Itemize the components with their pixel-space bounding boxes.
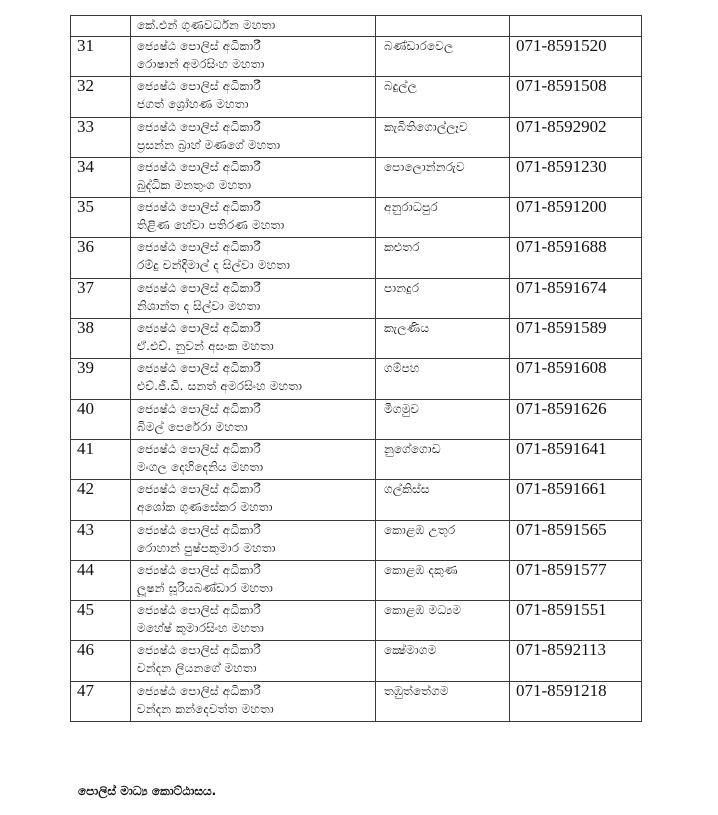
row-number: 34 [71,157,131,197]
station-name: කොළඹ උතුර [376,520,510,560]
phone-number: 071-8591589 [510,319,642,359]
table-row [71,238,642,278]
phone-number: 071-8591565 [510,520,642,560]
station-name: කැබිතිගොල්ලෑව [376,117,510,157]
table-row [71,157,642,197]
phone-number: 071-8591608 [510,359,642,399]
table-row [71,560,642,600]
row-number [71,16,131,37]
phone-number: 071-8592902 [510,117,642,157]
row-number: 39 [71,359,131,399]
phone-number: 071-8591577 [510,560,642,600]
officers-contact-table [70,15,642,722]
station-name: කොළඹ මධ්‍යම [376,601,510,641]
phone-number: 071-8591641 [510,439,642,479]
station-name: කළුතර [376,238,510,278]
station-name: පානදුර [376,278,510,318]
phone-number: 071-8591688 [510,238,642,278]
table-row [71,319,642,359]
officer-title: ජ්‍යෙෂ්ඨ පොලිස් අධිකාරී [137,79,261,94]
row-number: 40 [71,399,131,439]
officer-name: මහේෂ් කුමාරසිංහ මහතා [137,621,265,636]
phone-number: 071-8591674 [510,278,642,318]
officer-cell [131,601,376,641]
phone-number: 071-8592113 [510,641,642,681]
officer-title: ජ්‍යෙෂ්ඨ පොලිස් අධිකාරී [137,280,261,295]
officer-title: ජ්‍යෙෂ්ඨ පොලිස් අධිකාරී [137,119,261,134]
table-row [71,520,642,560]
officer-name: චන්දන ලියනගේ මහතා [137,661,257,676]
phone-number: 071-8591626 [510,399,642,439]
row-number: 31 [71,37,131,77]
officer-name: රොෂාන් අමරසිංහ මහතා [137,57,265,71]
phone-number: 071-8591661 [510,480,642,520]
table-row [71,439,642,479]
row-number: 33 [71,117,131,157]
table-row [71,399,642,439]
officer-name: රම්දු චන්දිමාල් ද සිල්වා මහතා [137,258,291,273]
officer-title: ජ්‍යෙෂ්ඨ පොලිස් අධිකාරී [137,240,261,255]
station-name [376,16,510,37]
row-number: 47 [71,681,131,721]
officer-name: ලූෂන් සූරියබණ්ඩාර මහතා [137,580,274,595]
station-name: නුගේගොඩ [376,439,510,479]
officer-title: ජ්‍යෙෂ්ඨ පොලිස් අධිකාරී [137,482,261,497]
officer-cell [131,117,376,157]
officer-name: කේ.එන් ගුණවර්ධන මහතා [131,16,376,37]
officer-title: ජ්‍යෙෂ්ඨ පොලිස් අධිකාරී [137,441,261,456]
phone-number: 071-8591508 [510,77,642,117]
station-name: කැලණිය [376,319,510,359]
station-name: ක්‍ෂේමාගම [376,641,510,681]
row-number: 46 [71,641,131,681]
phone-number: 071-8591218 [510,681,642,721]
officer-name: නිශාන්ත ද සිල්වා මහතා [137,298,261,313]
station-name: කොළඹ දකුණ [376,560,510,600]
station-name: අනුරාධපුර [376,198,510,238]
table-row [71,117,642,157]
officer-title: ජ්‍යෙෂ්ඨ පොලිස් අධිකාරී [137,361,261,376]
officer-cell [131,560,376,600]
officer-name: ජගත් ශ්‍රෝහණ මහතා [137,97,249,112]
table-row [71,37,642,77]
station-name: බණ්ඩාරවෙල [376,37,510,77]
row-number: 44 [71,560,131,600]
phone-number: 071-8591200 [510,198,642,238]
officer-cell [131,359,376,399]
table-row [71,77,642,117]
officer-title: ජ්‍යෙෂ්ඨ පොලිස් අධිකාරී [137,159,261,174]
officer-cell [131,681,376,721]
officer-title: ජ්‍යෙෂ්ඨ පොලිස් අධිකාරී [137,603,261,618]
row-number: 42 [71,480,131,520]
officer-cell [131,77,376,117]
officer-name: ඒ.එච්. නුවන් අසංක මහතා [137,339,274,354]
row-number: 36 [71,238,131,278]
officer-cell [131,278,376,318]
row-number: 32 [71,77,131,117]
officer-title: ජ්‍යෙෂ්ඨ පොලිස් අධිකාරී [137,522,261,537]
officer-name: බිමල් පෙරේරා මහතා [137,419,248,434]
station-name: ගම්පහ [376,359,510,399]
officer-cell [131,520,376,560]
footer-signature: පොලිස් මාධ්‍ය කොට්ඨාසය. [78,784,217,798]
officer-name: බුද්ධික මනතුංග මහතා [137,177,252,192]
officer-name: මංගල දෙහිදෙනිය මහතා [137,459,264,474]
officer-title: ජ්‍යෙෂ්ඨ පොලිස් අධිකාරී [137,562,261,577]
phone-number: 071-8591551 [510,601,642,641]
row-number: 38 [71,319,131,359]
row-number: 37 [71,278,131,318]
row-number: 35 [71,198,131,238]
table-row [71,359,642,399]
table-row [71,480,642,520]
table-row [71,198,642,238]
station-name: ගල්කිස්ස [376,480,510,520]
officer-name: රොහාන් පුෂ්පකුමාර මහතා [137,540,276,555]
officer-title: ජ්‍යෙෂ්ඨ පොලිස් අධිකාරී [137,200,261,215]
officer-title: ජ්‍යෙෂ්ඨ පොලිස් අධිකාරී [137,643,261,658]
officer-cell [131,641,376,681]
officer-cell [131,238,376,278]
officer-title: ජ්‍යෙෂ්ඨ පොලිස් අධිකාරී [137,321,261,336]
station-name: බදුල්ල [376,77,510,117]
officer-cell [131,198,376,238]
officer-name: ප්‍රසන්න බ්‍රාහ් මණගේ මහතා [137,137,281,152]
officer-title: ජ්‍යෙෂ්ඨ පොලිස් අධිකාරී [137,401,261,416]
phone-number [510,16,642,37]
officer-cell [131,319,376,359]
officer-cell [131,157,376,197]
row-number: 43 [71,520,131,560]
officer-cell [131,37,376,77]
table-row [71,278,642,318]
station-name: පොලොන්නරුව [376,157,510,197]
row-number: 45 [71,601,131,641]
phone-number: 071-8591520 [510,37,642,77]
phone-number: 071-8591230 [510,157,642,197]
officer-name: අශෝක ගුණසේකර මහතා [137,500,273,515]
officer-cell [131,439,376,479]
officer-name: එච්.ජී.ඩී. සනත් අමරසිංහ මහතා [137,379,303,394]
table-row [71,641,642,681]
table-row [71,681,642,721]
officer-title: ජ්‍යෙෂ්ඨ පොලිස් අධිකාරී [137,39,261,53]
officer-cell [131,480,376,520]
table-row [71,601,642,641]
officer-cell [131,399,376,439]
station-name: මීගමුව [376,399,510,439]
officer-name: චන්දන කන්දෙවත්ත මහතා [137,701,274,716]
officer-name: තිළිණ හේවා පතිරණ මහතා [137,218,285,233]
station-name: තඹුත්තේගම [376,681,510,721]
officer-title: ජ්‍යෙෂ්ඨ පොලිස් අධිකාරී [137,683,261,698]
row-number: 41 [71,439,131,479]
table-row-continuation [71,16,642,37]
